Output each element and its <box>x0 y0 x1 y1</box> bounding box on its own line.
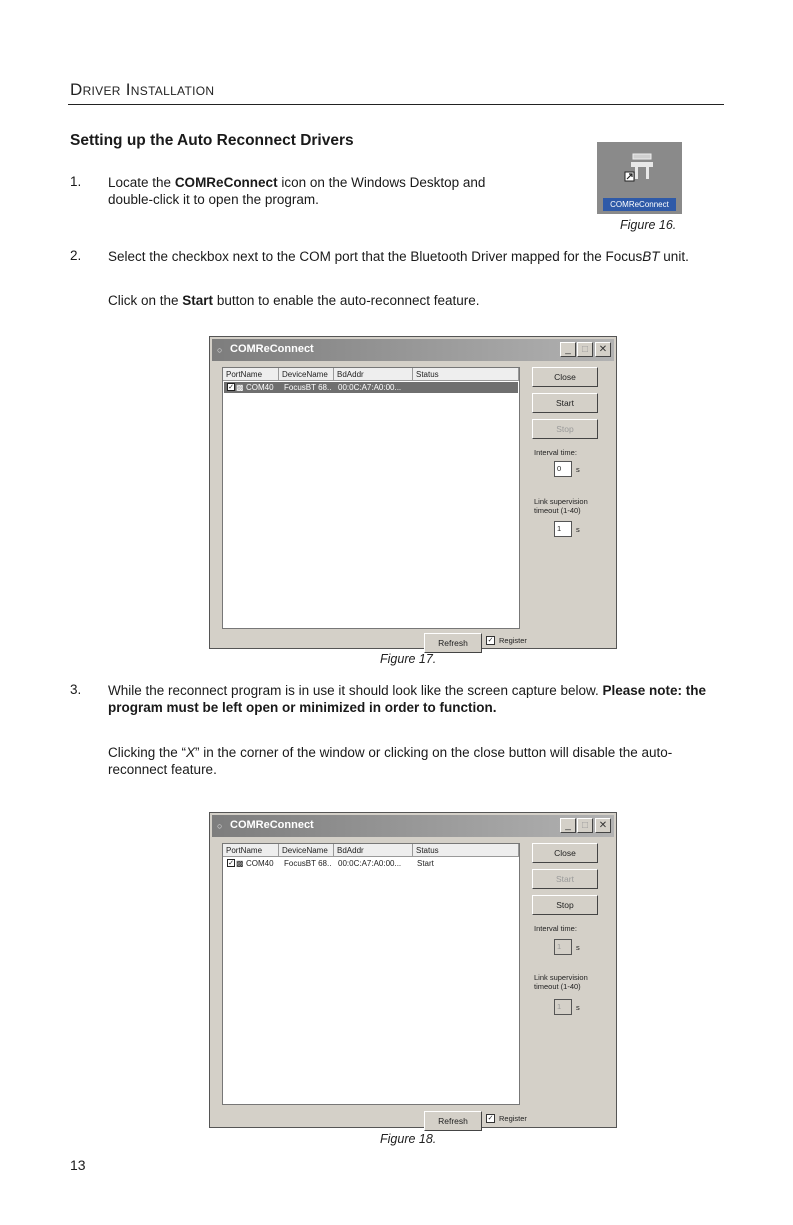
step-3-text <box>108 682 728 716</box>
figure-16-caption: Figure 16. <box>620 218 677 232</box>
window-titlebar <box>212 815 614 837</box>
link-timeout-label: timeout (1-40) <box>534 982 581 991</box>
port-list[interactable] <box>222 367 520 629</box>
column-header-portname[interactable]: PortName <box>223 844 279 857</box>
step-3-text-bold: Please note: the program must be left open or minimized in order to function. <box>108 683 707 715</box>
interval-unit-label: s <box>576 465 580 474</box>
maximize-button[interactable]: □ <box>577 818 593 833</box>
step-2-text-a: Select the checkbox next to the COM port that the Bluetooth Driver mapped for the Focus <box>108 249 643 264</box>
port-checkbox[interactable]: ✓ <box>228 860 234 867</box>
step-2-text-italic: BT <box>642 249 660 264</box>
page-number: 13 <box>70 1157 86 1173</box>
row-status: Start <box>417 859 434 868</box>
step-3-p2-italic: X <box>186 745 196 760</box>
refresh-button[interactable]: Refresh <box>424 633 482 653</box>
step-3-number: 3. <box>70 682 82 697</box>
section-divider <box>68 104 724 105</box>
port-list[interactable] <box>222 843 520 1105</box>
link-timeout-input[interactable]: 1 <box>554 999 572 1015</box>
interval-time-input[interactable]: 1 <box>554 939 572 955</box>
minimize-button[interactable]: _ <box>560 342 576 357</box>
column-header-bdaddr[interactable]: BdAddr <box>334 368 413 381</box>
row-port: COM40 <box>246 383 274 392</box>
table-row[interactable] <box>224 382 518 393</box>
comreconnect-window-fig17 <box>209 336 617 649</box>
row-device: FocusBT 68.. <box>284 383 332 392</box>
close-window-button[interactable]: ✕ <box>595 818 611 833</box>
start-button[interactable]: Start <box>532 393 598 413</box>
figure-17-caption: Figure 17. <box>380 652 437 666</box>
step-2-p2-bold: Start <box>182 293 214 308</box>
step-2-p2-a: Click on the <box>108 293 183 308</box>
interval-time-label: Interval time: <box>534 924 577 933</box>
step-2-paragraph-2 <box>108 292 728 309</box>
desktop-icon-label: COMReConnect <box>603 198 676 211</box>
window-titlebar <box>212 339 614 361</box>
port-checkbox[interactable]: ✓ <box>228 384 234 391</box>
step-1-text-a: Locate the <box>108 175 175 190</box>
step-3-text-a: While the reconnect program is in use it should look like the screen capture below. <box>108 683 603 698</box>
register-checkbox[interactable]: ✓ <box>487 1115 494 1122</box>
close-window-button[interactable]: ✕ <box>595 342 611 357</box>
column-header-devicename[interactable]: DeviceName <box>279 368 334 381</box>
register-checkbox[interactable]: ✓ <box>487 637 494 644</box>
step-3-p2-b: ” in the corner of the window or clicking on the close button will disable the auto-reconnect feature. <box>108 745 673 777</box>
subheading: Setting up the Auto Reconnect Drivers <box>70 132 354 149</box>
row-bdaddr: 00:0C:A7:A0:00... <box>338 383 402 392</box>
section-title: Driver Installation <box>70 80 215 99</box>
bluetooth-port-icon: ▩ <box>236 383 244 392</box>
step-2-p2-b: button to enable the auto-reconnect feature. <box>213 293 480 308</box>
register-label: Register <box>499 636 527 645</box>
step-2-text-b: unit. <box>659 249 689 264</box>
link-unit-label: s <box>576 525 580 534</box>
row-port: COM40 <box>246 859 274 868</box>
link-supervision-label: Link supervision <box>534 973 588 982</box>
close-button[interactable]: Close <box>532 367 598 387</box>
step-1-number: 1. <box>70 174 82 189</box>
table-row[interactable] <box>224 858 518 869</box>
comreconnect-program-icon <box>623 152 657 186</box>
column-header-portname[interactable]: PortName <box>223 368 279 381</box>
start-button[interactable]: Start <box>532 869 598 889</box>
interval-unit-label: s <box>576 943 580 952</box>
refresh-button[interactable]: Refresh <box>424 1111 482 1131</box>
close-button[interactable]: Close <box>532 843 598 863</box>
interval-time-label: Interval time: <box>534 448 577 457</box>
maximize-button[interactable]: □ <box>577 342 593 357</box>
minimize-button[interactable]: _ <box>560 818 576 833</box>
step-1-text-b: icon on the Windows Desktop and double-click it to open the program. <box>108 175 486 207</box>
comreconnect-desktop-icon[interactable] <box>597 142 682 214</box>
step-2-number: 2. <box>70 248 82 263</box>
window-app-icon: ○ <box>217 345 223 355</box>
row-bdaddr: 00:0C:A7:A0:00... <box>338 859 402 868</box>
window-app-icon: ○ <box>217 821 223 831</box>
column-header-status[interactable]: Status <box>413 368 519 381</box>
column-header-status[interactable]: Status <box>413 844 519 857</box>
figure-18-caption: Figure 18. <box>380 1132 437 1146</box>
stop-button[interactable]: Stop <box>532 895 598 915</box>
step-3-paragraph-2 <box>108 744 728 778</box>
stop-button[interactable]: Stop <box>532 419 598 439</box>
window-title: COMReConnect <box>230 819 314 831</box>
link-supervision-label: Link supervision <box>534 497 588 506</box>
step-1-text-bold: COMReConnect <box>174 175 278 190</box>
step-2-text <box>108 248 728 265</box>
register-label: Register <box>499 1114 527 1123</box>
step-3-p2-a: Clicking the “ <box>108 745 187 760</box>
link-timeout-label: timeout (1-40) <box>534 506 581 515</box>
row-device: FocusBT 68.. <box>284 859 332 868</box>
interval-time-input[interactable]: 0 <box>554 461 572 477</box>
link-timeout-input[interactable]: 1 <box>554 521 572 537</box>
comreconnect-window-fig18 <box>209 812 617 1128</box>
bluetooth-port-icon: ▩ <box>236 859 244 868</box>
column-header-devicename[interactable]: DeviceName <box>279 844 334 857</box>
column-header-bdaddr[interactable]: BdAddr <box>334 844 413 857</box>
link-unit-label: s <box>576 1003 580 1012</box>
step-1-text <box>108 174 528 208</box>
window-title: COMReConnect <box>230 343 314 355</box>
